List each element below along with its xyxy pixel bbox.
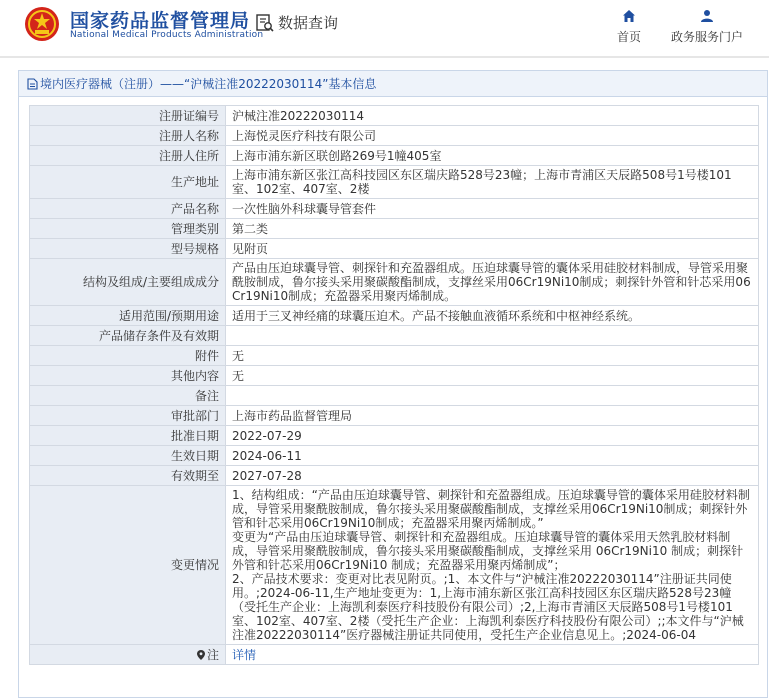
table-row: [30, 146, 759, 166]
change-history-value: [226, 486, 759, 645]
field-value: 见附页: [226, 239, 759, 259]
nav-home-label: 首页: [617, 30, 642, 44]
note-label-text: 注: [206, 647, 219, 662]
national-emblem-icon: [24, 6, 60, 42]
field-label: 其他内容: [30, 366, 226, 386]
field-label: 注册证编号: [30, 106, 226, 126]
field-label: 产品名称: [30, 199, 226, 219]
field-value: 无: [226, 366, 759, 386]
field-label: 生效日期: [30, 446, 226, 466]
document-icon: [27, 78, 38, 90]
change-history-text: 1、结构组成：“产品由压迫球囊导管、刺探针和充盈器组成。压迫球囊导管的囊体采用硅胶材料制成，导管采用聚酰胺制成，鲁尔接头采用聚碳酸酯制成，支撑丝采用06Cr19Ni10制成；刺探针外管和针芯采用06Cr19Ni10制成；充盈器采用聚丙烯制成。” 变更为“产品由压迫球囊导管、刺探针和充盈器组成。压迫球囊导管的囊体采用天然乳胶材料制成，导管采用聚酰胺制成，鲁尔接头采用聚碳酸酯制成，支撑丝采用 06Cr19Ni10 制成；刺探针外管和针芯采用06Cr19Ni10 制成；充盈器采用聚丙烯制成”； 2、产品技术要求：变更对比表见附页。;1、本文件与“沪械注准20222030114”注册证共同使用。;2024-06-11,生产地址变更为：1,上海市浦东新区张江高科技园区东区瑞庆路528号23幢（受托生产企业：上海凯利泰医疗科技股份有限公司）;2,上海市青浦区天辰路508号1号楼101室、102室、407室、2楼（受托生产企业：上海凯利泰医疗科技股份有限公司）;;本文件与“沪械注准20222030114”医疗器械注册证共同使用，受托生产企业信息见上。;2024-06-04: [232, 488, 750, 642]
table-row: [30, 326, 759, 346]
field-value: 2022-07-29: [226, 426, 759, 446]
table-row: [30, 426, 759, 446]
panel-header: [19, 71, 767, 97]
table-row: [30, 366, 759, 386]
field-value: [226, 386, 759, 406]
field-label: 型号规格: [30, 239, 226, 259]
field-value: [226, 326, 759, 346]
table-row: [30, 486, 759, 645]
field-label: 管理类别: [30, 219, 226, 239]
user-icon: [700, 8, 714, 24]
field-label: 注册人名称: [30, 126, 226, 146]
table-row: [30, 386, 759, 406]
data-query-link[interactable]: [256, 12, 338, 33]
field-value: 适用于三叉神经痛的球囊压迫术。产品不接触血液循环系统和中枢神经系统。: [226, 306, 759, 326]
field-value: 无: [226, 346, 759, 366]
site-subtitle: National Medical Products Administration: [70, 30, 264, 40]
field-value: 上海悦灵医疗科技有限公司: [226, 126, 759, 146]
field-label: 适用范围/预期用途: [30, 306, 226, 326]
field-value: 一次性脑外科球囊导管套件: [226, 199, 759, 219]
breadcrumb: 境内医疗器械（注册）——“沪械注准20222030114”基本信息: [40, 77, 377, 91]
field-label: 批准日期: [30, 426, 226, 446]
location-pin-icon: [197, 650, 205, 660]
field-value: 上海市浦东新区联创路269号1幢405室: [226, 146, 759, 166]
detail-panel: [18, 70, 768, 698]
site-title[interactable]: 国家药品监督管理局: [70, 10, 251, 32]
table-row: [30, 126, 759, 146]
query-icon: [256, 14, 274, 32]
field-label: 变更情况: [30, 486, 226, 645]
nav-service-portal-label: 政务服务门户: [671, 30, 744, 44]
home-icon: [622, 8, 636, 24]
field-label: 产品储存条件及有效期: [30, 326, 226, 346]
note-value: [226, 645, 759, 665]
field-value: 2024-06-11: [226, 446, 759, 466]
field-value: 上海市药品监督管理局: [226, 406, 759, 426]
details-link[interactable]: 详情: [232, 647, 257, 662]
field-value: 产品由压迫球囊导管、刺探针和充盈器组成。压迫球囊导管的囊体采用硅胶材料制成，导管采用聚酰胺制成，鲁尔接头采用聚碳酸酯制成，支撑丝采用06Cr19Ni10制成；刺探针外管和针芯采用06Cr19Ni10制成；充盈器采用聚丙烯制成。: [226, 259, 759, 306]
field-label: 有效期至: [30, 466, 226, 486]
field-label: 审批部门: [30, 406, 226, 426]
field-label: 备注: [30, 386, 226, 406]
field-label: 注册人住所: [30, 146, 226, 166]
detail-table: [29, 105, 759, 665]
table-row: [30, 645, 759, 665]
table-row: [30, 219, 759, 239]
data-query-label: 数据查询: [278, 14, 339, 32]
table-row: [30, 306, 759, 326]
table-row: [30, 446, 759, 466]
field-label: 附件: [30, 346, 226, 366]
table-row: [30, 199, 759, 219]
table-row: [30, 106, 759, 126]
nav-service-portal[interactable]: [671, 8, 743, 45]
nav-home[interactable]: [617, 8, 641, 45]
field-value: 沪械注准20222030114: [226, 106, 759, 126]
field-value: 第二类: [226, 219, 759, 239]
note-label: [30, 645, 226, 665]
header-divider: [0, 56, 769, 58]
table-row: [30, 166, 759, 199]
table-row: [30, 346, 759, 366]
field-value: 2027-07-28: [226, 466, 759, 486]
field-label: 结构及组成/主要组成成分: [30, 259, 226, 306]
table-row: [30, 259, 759, 306]
field-label: 生产地址: [30, 166, 226, 199]
table-row: [30, 406, 759, 426]
table-row: [30, 239, 759, 259]
field-value: 上海市浦东新区张江高科技园区东区瑞庆路528号23幢；上海市青浦区天辰路508号1号楼101室、102室、407室、2楼: [226, 166, 759, 199]
table-row: [30, 466, 759, 486]
site-header: [0, 0, 769, 58]
